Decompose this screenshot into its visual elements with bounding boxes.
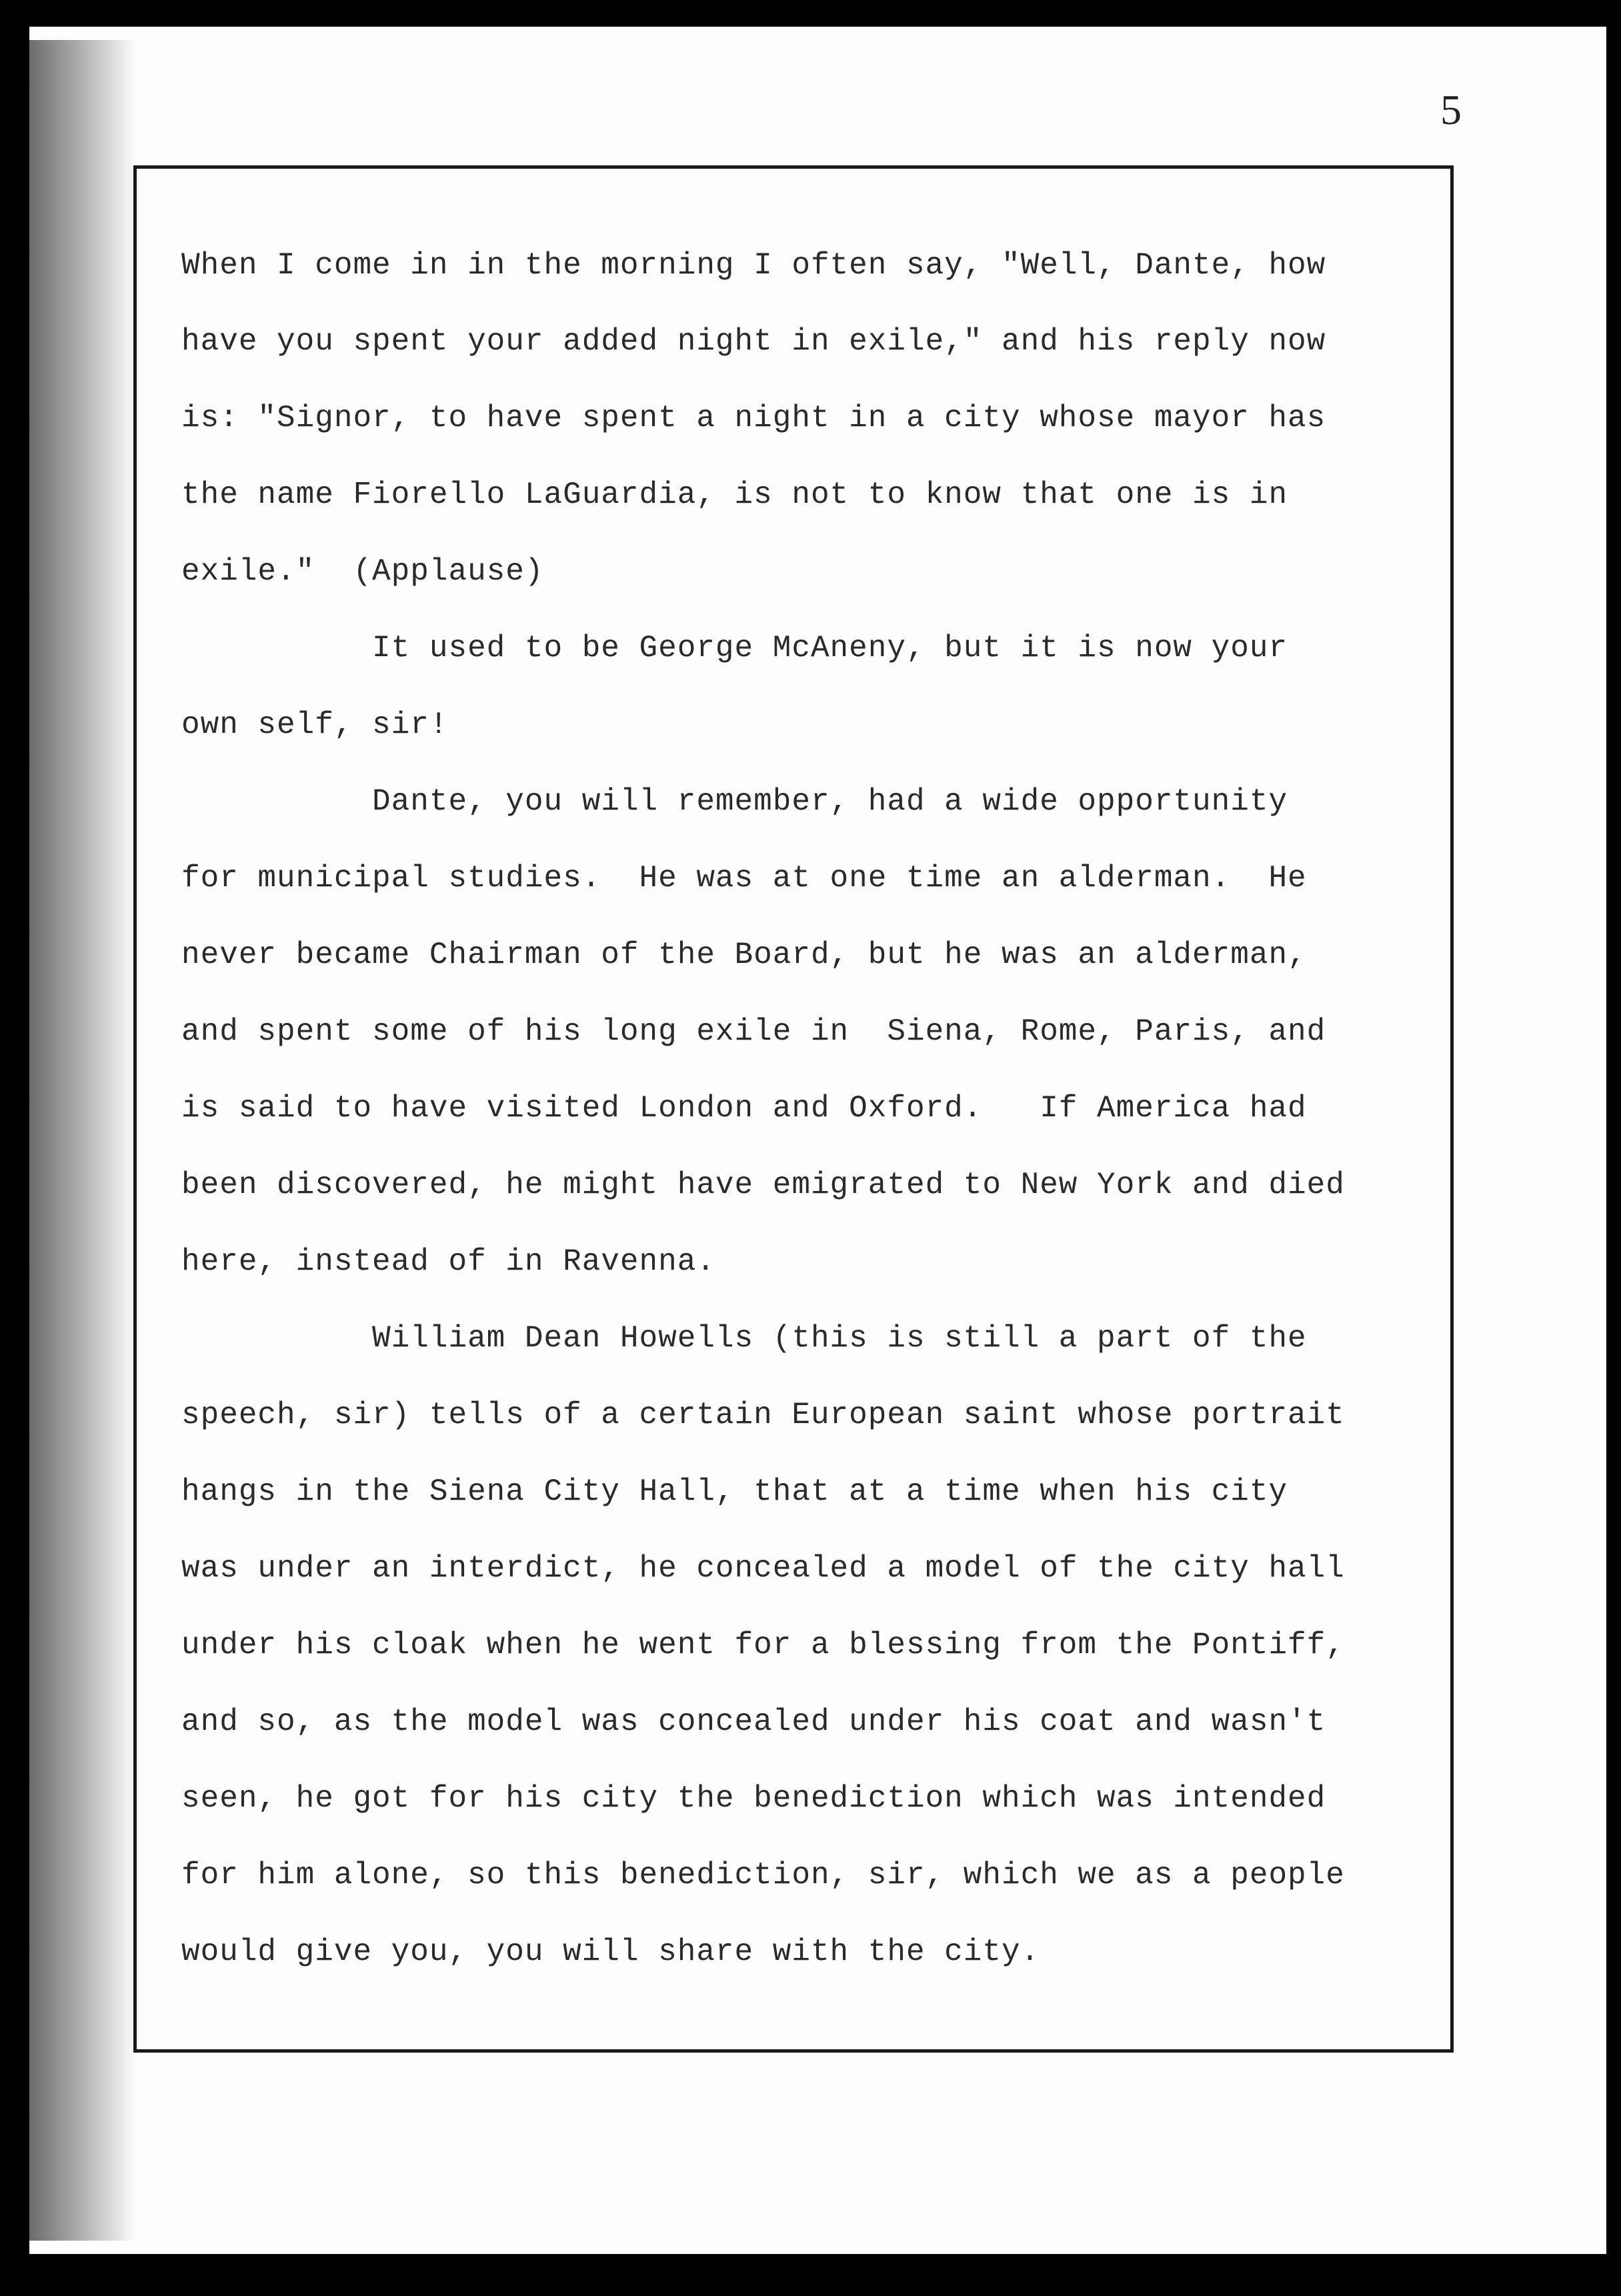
text-line: seen, he got for his city the benediction which was intended	[181, 1781, 1326, 1816]
scan-speck	[1400, 20, 1402, 25]
scan-speck	[569, 2267, 571, 2277]
text-line: exile." (Applause)	[181, 554, 544, 589]
page-number: 5	[1440, 86, 1462, 133]
text-line: here, instead of in Ravenna.	[181, 1244, 715, 1279]
text-line: was under an interdict, he concealed a model of the city hall	[181, 1551, 1345, 1586]
text-line: It used to be George McAneny, but it is now your	[181, 631, 1288, 666]
text-line: the name Fiorello LaGuardia, is not to know that one is in	[181, 477, 1288, 512]
text-line: speech, sir) tells of a certain European saint whose portrait	[181, 1398, 1345, 1432]
text-line: and spent some of his long exile in Siena, Rome, Paris, and	[181, 1014, 1326, 1049]
text-line: and so, as the model was concealed under his coat and wasn't	[181, 1704, 1326, 1739]
text-line: for him alone, so this benediction, sir, which we as a people	[181, 1858, 1345, 1893]
text-line: William Dean Howells (this is still a part of the	[181, 1321, 1307, 1356]
binding-shadow	[29, 40, 136, 2241]
text-line: never became Chairman of the Board, but he was an alderman,	[181, 938, 1307, 972]
text-line: is: "Signor, to have spent a night in a city whose mayor has	[181, 401, 1326, 435]
text-line: under his cloak when he went for a blessing from the Pontiff,	[181, 1628, 1345, 1662]
text-line: own self, sir!	[181, 708, 449, 742]
text-line: would give you, you will share with the city.	[181, 1935, 1040, 1969]
text-line: When I come in in the morning I often say, "Well, Dante, how	[181, 248, 1326, 283]
text-line: been discovered, he might have emigrated to New York and died	[181, 1168, 1345, 1202]
text-line: have you spent your added night in exile," and his reply now	[181, 324, 1326, 359]
text-line: Dante, you will remember, had a wide opportunity	[181, 784, 1288, 819]
text-line: for municipal studies. He was at one time an alderman. He	[181, 861, 1307, 896]
text-line: hangs in the Siena City Hall, that at a time when his city	[181, 1474, 1288, 1509]
text-line: is said to have visited London and Oxford. If America had	[181, 1091, 1307, 1126]
